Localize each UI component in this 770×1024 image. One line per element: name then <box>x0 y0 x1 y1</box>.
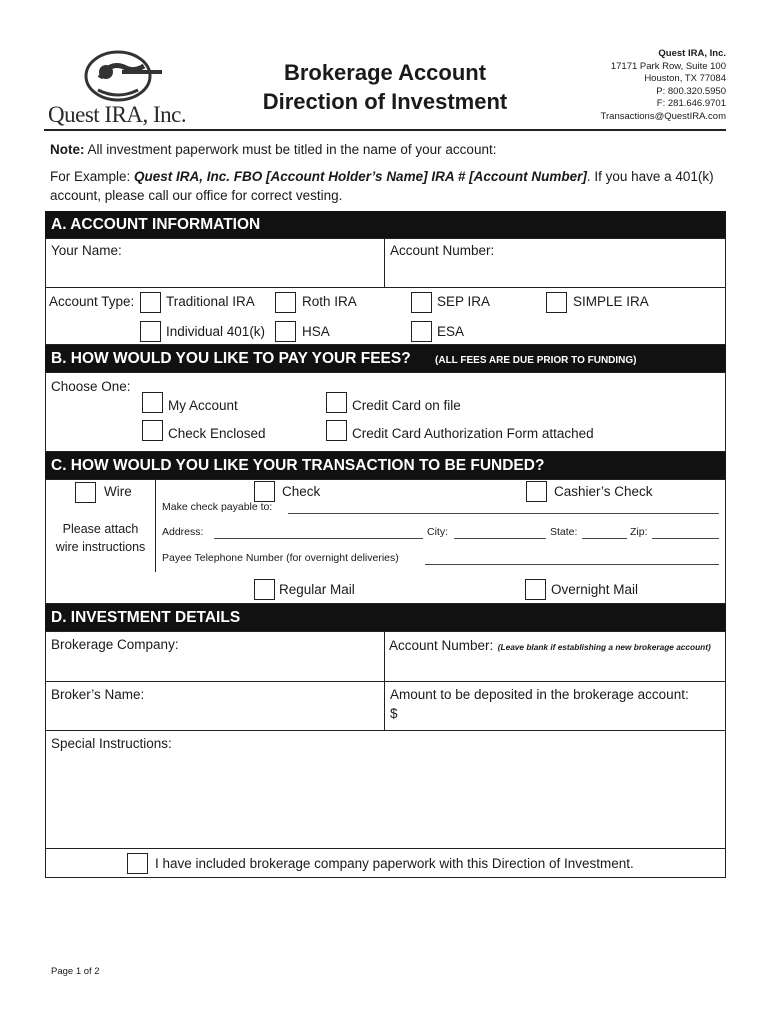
hsa-checkbox[interactable] <box>275 321 296 342</box>
d-account-number-label: Account Number: <box>389 638 494 653</box>
check-enclosed-label: Check Enclosed <box>168 426 266 441</box>
title-line-1: Brokerage Account <box>283 60 487 85</box>
cashiers-check-checkbox[interactable] <box>526 481 547 502</box>
logo-text: Quest IRA, Inc. <box>48 102 187 127</box>
zip-label: Zip: <box>630 526 648 538</box>
section-d-row-divider-2 <box>45 730 726 731</box>
individual-401k-checkbox[interactable] <box>140 321 161 342</box>
account-type-label: Account Type: <box>49 294 135 309</box>
company-phone: P: 800.320.5950 <box>656 85 726 97</box>
company-fax: F: 281.646.9701 <box>656 98 726 109</box>
section-c-header: C. HOW WOULD YOU LIKE YOUR TRANSACTION TO BE FUNDED? <box>45 452 726 479</box>
company-contact <box>506 48 726 123</box>
payable-to-label: Make check payable to: <box>162 501 273 513</box>
credit-card-on-file-checkbox[interactable] <box>326 392 347 413</box>
roth-ira-checkbox[interactable] <box>275 292 296 313</box>
traditional-ira-label: Traditional IRA <box>166 294 255 309</box>
section-a-col-divider <box>384 238 385 287</box>
check-checkbox[interactable] <box>254 481 275 502</box>
individual-401k-label: Individual 401(k) <box>166 324 266 339</box>
brokers-name-label: Broker’s Name: <box>51 687 145 702</box>
section-b-note: (ALL FEES ARE DUE PRIOR TO FUNDING) <box>435 355 637 366</box>
company-logo <box>48 48 198 130</box>
credit-card-auth-label: Credit Card Authorization Form attached <box>352 426 594 441</box>
hsa-label: HSA <box>302 324 330 339</box>
example-prefix: For Example: <box>50 169 135 184</box>
section-a-row-divider <box>45 287 726 288</box>
overnight-mail-label: Overnight Mail <box>551 582 639 597</box>
your-name-field[interactable] <box>47 259 381 285</box>
simple-ira-checkbox[interactable] <box>546 292 567 313</box>
d-account-number-note: (Leave blank if establishing a new brokerage account) <box>497 642 711 652</box>
credit-card-on-file-label: Credit Card on file <box>352 398 461 413</box>
my-account-label: My Account <box>168 398 238 413</box>
simple-ira-label: SIMPLE IRA <box>573 294 649 309</box>
example-vesting: Quest IRA, Inc. FBO [Account Holder’s Name] IRA # [Account Number] <box>134 169 587 184</box>
state-field[interactable] <box>582 538 627 539</box>
wire-checkbox[interactable] <box>75 482 96 503</box>
section-c-col-divider <box>155 479 156 572</box>
note-line <box>50 142 730 157</box>
check-enclosed-checkbox[interactable] <box>142 420 163 441</box>
choose-one-label: Choose One: <box>51 379 131 394</box>
wire-note <box>48 520 153 556</box>
header-divider <box>44 129 726 131</box>
zip-field[interactable] <box>652 538 719 539</box>
account-number-field[interactable] <box>387 259 723 285</box>
company-name: Quest IRA, Inc. <box>658 48 726 59</box>
sep-ira-checkbox[interactable] <box>411 292 432 313</box>
example-line-2: account, please call our office for correct vesting. <box>50 188 343 203</box>
section-b-header <box>45 345 726 372</box>
payable-to-field[interactable] <box>288 513 719 514</box>
esa-checkbox[interactable] <box>411 321 432 342</box>
sep-ira-label: SEP IRA <box>437 294 491 309</box>
included-paperwork-label: I have included brokerage company paperwork with this Direction of Investment. <box>155 856 634 871</box>
page-number: Page 1 of 2 <box>51 966 100 977</box>
section-d-row-divider-3 <box>45 848 726 849</box>
note-label: Note: <box>50 142 85 157</box>
account-number-label: Account Number: <box>390 243 495 258</box>
example-line <box>50 169 730 184</box>
amount-field[interactable] <box>402 703 722 728</box>
section-d-header: D. INVESTMENT DETAILS <box>45 604 726 631</box>
city-field[interactable] <box>454 538 546 539</box>
amount-label: Amount to be deposited in the brokerage account: <box>390 687 689 702</box>
my-account-checkbox[interactable] <box>142 392 163 413</box>
overnight-mail-checkbox[interactable] <box>525 579 546 600</box>
section-d-col-divider <box>384 631 385 730</box>
state-label: State: <box>550 526 578 538</box>
section-d-row-divider-1 <box>45 681 726 682</box>
payee-phone-label: Payee Telephone Number (for overnight deliveries) <box>162 552 399 564</box>
address-field[interactable] <box>214 538 423 539</box>
brokerage-company-field[interactable] <box>47 654 381 679</box>
check-label: Check <box>282 484 321 499</box>
address-label: Address: <box>162 526 204 538</box>
city-label: City: <box>427 526 448 538</box>
title-line-2: Direction of Investment <box>262 89 508 114</box>
wire-note-line-2: wire instructions <box>55 540 146 554</box>
company-address-1: 17171 Park Row, Suite 100 <box>610 60 726 72</box>
logo-emblem-icon <box>78 48 168 106</box>
esa-label: ESA <box>437 324 465 339</box>
brokerage-company-label: Brokerage Company: <box>51 637 179 652</box>
section-b-title: B. HOW WOULD YOU LIKE TO PAY YOUR FEES? <box>51 350 411 367</box>
brokers-name-field[interactable] <box>47 703 381 728</box>
special-instructions-label: Special Instructions: <box>51 736 172 751</box>
d-account-number-line <box>389 637 711 655</box>
included-paperwork-checkbox[interactable] <box>127 853 148 874</box>
wire-label: Wire <box>104 484 132 499</box>
wire-note-line-1: Please attach <box>62 522 139 536</box>
dollar-sign: $ <box>390 706 398 721</box>
roth-ira-label: Roth IRA <box>302 294 357 309</box>
regular-mail-label: Regular Mail <box>279 582 355 597</box>
company-address-2: Houston, TX 77084 <box>644 73 726 84</box>
company-email: Transactions@QuestIRA.com <box>600 110 726 122</box>
regular-mail-checkbox[interactable] <box>254 579 275 600</box>
your-name-label: Your Name: <box>51 243 122 258</box>
traditional-ira-checkbox[interactable] <box>140 292 161 313</box>
special-instructions-field[interactable] <box>47 754 723 846</box>
cashiers-check-label: Cashier’s Check <box>554 484 653 499</box>
payee-phone-field[interactable] <box>425 564 719 565</box>
section-a-header: A. ACCOUNT INFORMATION <box>45 211 726 238</box>
page-title <box>230 58 540 116</box>
note-text: All investment paperwork must be titled in the name of your account: <box>84 142 497 157</box>
credit-card-auth-checkbox[interactable] <box>326 420 347 441</box>
example-suffix: . If you have a 401(k) <box>586 169 714 184</box>
d-account-number-field[interactable] <box>387 654 723 679</box>
